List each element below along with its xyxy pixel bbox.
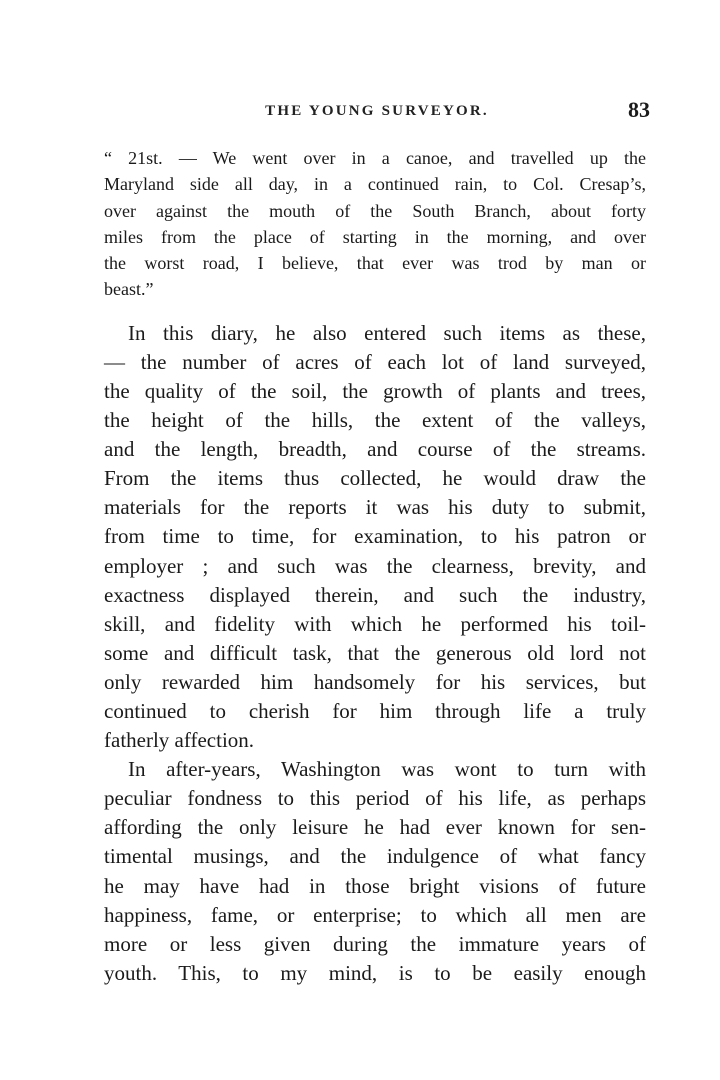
paragraph-line: affording the only leisure he had ever known for sen-: [104, 815, 646, 840]
body-text: [104, 145, 646, 988]
paragraph-line: more or less given during the immature years of: [104, 931, 646, 956]
paragraph-line: fatherly affection.: [104, 728, 255, 753]
quote-line: beast.”: [104, 279, 154, 300]
paragraph-line: timental musings, and the indulgence of what fancy: [104, 844, 646, 869]
paragraph-line: some and difficult task, that the generous old lord not: [104, 640, 646, 665]
paragraph-line: exactness displayed therein, and such the industry,: [104, 582, 646, 607]
paragraph-line: In this diary, he also entered such items as these,: [128, 320, 646, 345]
paragraph-line: — the number of acres of each lot of land surveyed,: [104, 349, 646, 374]
paragraph-line: the quality of the soil, the growth of plants and trees,: [104, 378, 646, 403]
paragraph-line: happiness, fame, or enterprise; to which all men are: [104, 902, 646, 927]
paragraph-line: From the items thus collected, he would draw the: [104, 466, 646, 491]
quote-line: “ 21st. — We went over in a canoe, and travelled up the: [104, 148, 646, 168]
quote-line: over against the mouth of the South Branch, about forty: [104, 200, 646, 221]
paragraph-line: employer ; and such was the clearness, brevity, and: [104, 553, 646, 578]
running-head: [104, 97, 650, 123]
paragraph-line: materials for the reports it was his duty to submit,: [104, 495, 646, 520]
quote-line: Maryland side all day, in a continued rain, to Col. Cresap’s,: [104, 174, 646, 195]
quote-line: miles from the place of starting in the morning, and over: [104, 226, 646, 247]
quote-line: the worst road, I believe, that ever was trod by man or: [104, 253, 646, 274]
paragraph-line: only rewarded him handsomely for his services, but: [104, 669, 646, 694]
paragraph-line: In after-years, Washington was wont to turn with: [128, 757, 646, 782]
paragraph-line: and the length, breadth, and course of the streams.: [104, 437, 646, 462]
diary-quote: [104, 145, 646, 303]
paragraph-diary-items: [104, 319, 646, 755]
paragraph-line: continued to cherish for him through life a truly: [104, 699, 646, 723]
paragraph-line: peculiar fondness to this period of his life, as perhaps: [104, 786, 646, 811]
page-number: 83: [628, 97, 650, 122]
paragraph-line: skill, and fidelity with which he performed his toil-: [104, 611, 646, 636]
paragraph-line: he may have had in those bright visions of future: [104, 873, 646, 898]
paragraph-line: the height of the hills, the extent of the valleys,: [104, 408, 646, 433]
running-title: THE YOUNG SURVEYOR.: [265, 103, 489, 119]
paragraph-line: youth. This, to my mind, is to be easily enough: [104, 960, 646, 985]
paragraph-after-years: [104, 755, 646, 988]
paragraph-line: from time to time, for examination, to his patron or: [104, 524, 646, 549]
